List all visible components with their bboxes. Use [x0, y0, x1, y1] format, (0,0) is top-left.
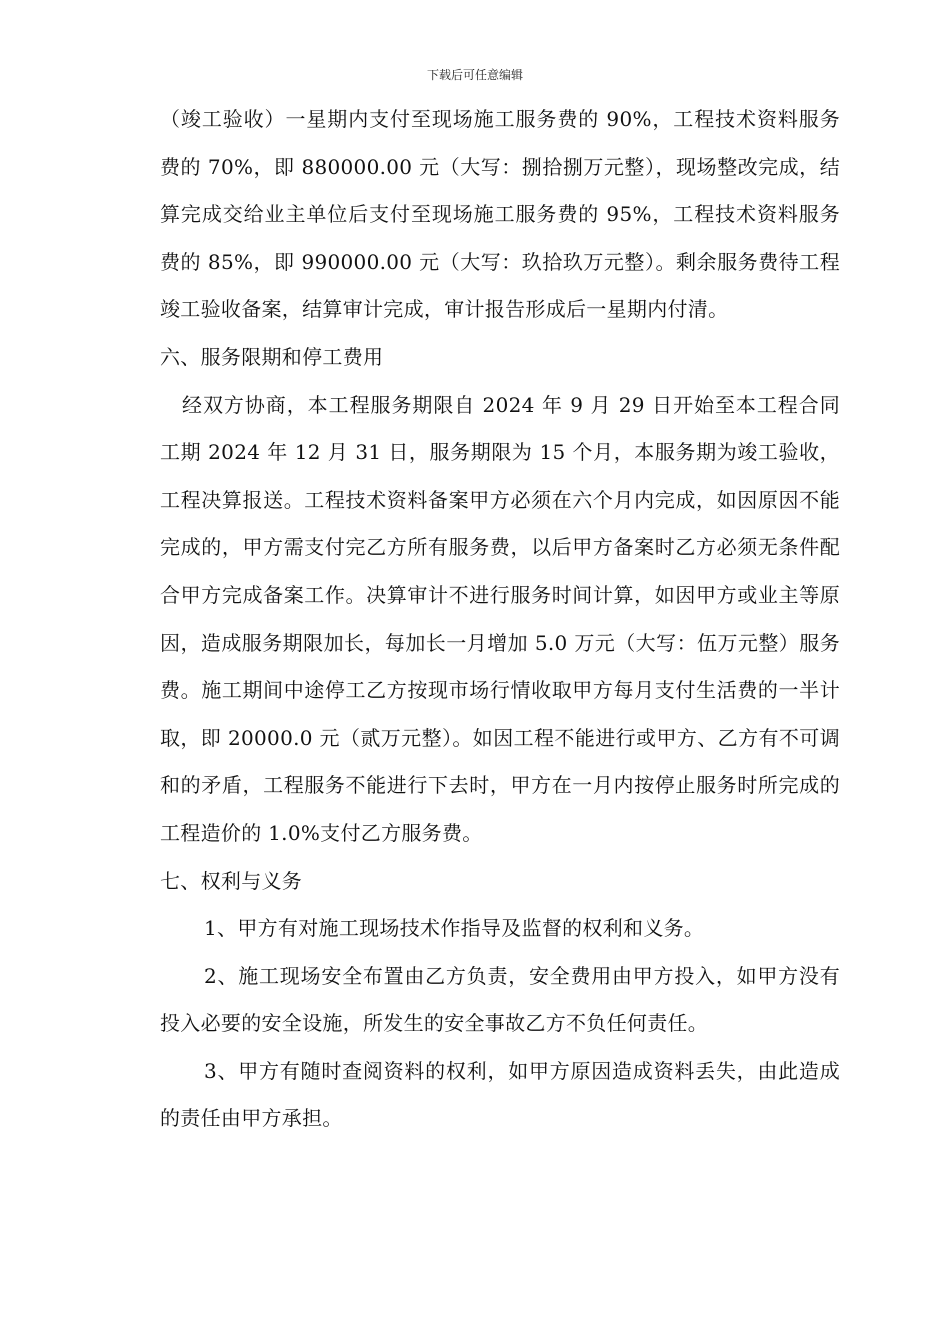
payment-paragraph: （竣工验收）一星期内支付至现场施工服务费的 90%，工程技术资料服务费的 70%，即 880000.00 元（大写：捌拾捌万元整），现场整改完成，结算完成交给业主单位后支付至现场施工服务费的 95%，工程技术资料服务费的 85%，即 990000.00 元（大写：玖拾玖万元整）。剩余服务费待工程竣工验收备案，结算审计完成，审计报告形成后一星期内付清。	[160, 107, 840, 322]
section-6-body: 经双方协商，本工程服务期限自 2024 年 9 月 29 日开始至本工程合同工期 2024 年 12 月 31 日，服务期限为 15 个月，本服务期为竣工验收，工程决算报送。工程技术资料备案甲方必须在六个月内完成，如因原因不能完成的，甲方需支付完乙方所有服务费，以后甲方备案时乙方必须无条件配合甲方完成备案工作。决算审计不进行服务时间计算，如因甲方或业主等原因，造成服务期限加长，每加长一月增加 5.0 万元（大写：伍万元整）服务费。施工期间中途停工乙方按现市场行情收取甲方每月支付生活费的一半计取，即 20000.0 元（贰万元整）。如因工程不能进行或甲方、乙方有不可调和的矛盾，工程服务不能进行下去时，甲方在一月内按停止服务时所完成的工程造价的 1.0%支付乙方服务费。	[160, 392, 840, 845]
section-7-item-3: 3、甲方有随时查阅资料的权利，如甲方原因造成资料丢失，由此造成的责任由甲方承担。	[160, 1058, 840, 1131]
section-7-item-2: 2、施工现场安全布置由乙方负责，安全费用由甲方投入，如甲方没有投入必要的安全设施，所发生的安全事故乙方不负任何责任。	[160, 963, 840, 1036]
section-7-title: 七、权利与义务	[160, 868, 303, 893]
section-7-item-1: 1、甲方有对施工现场技术作指导及监督的权利和义务。	[204, 916, 705, 941]
section-6-title: 六、服务限期和停工费用	[160, 344, 384, 369]
document-body	[160, 96, 840, 1143]
page-header-note: 下载后可任意编辑	[426, 68, 523, 82]
